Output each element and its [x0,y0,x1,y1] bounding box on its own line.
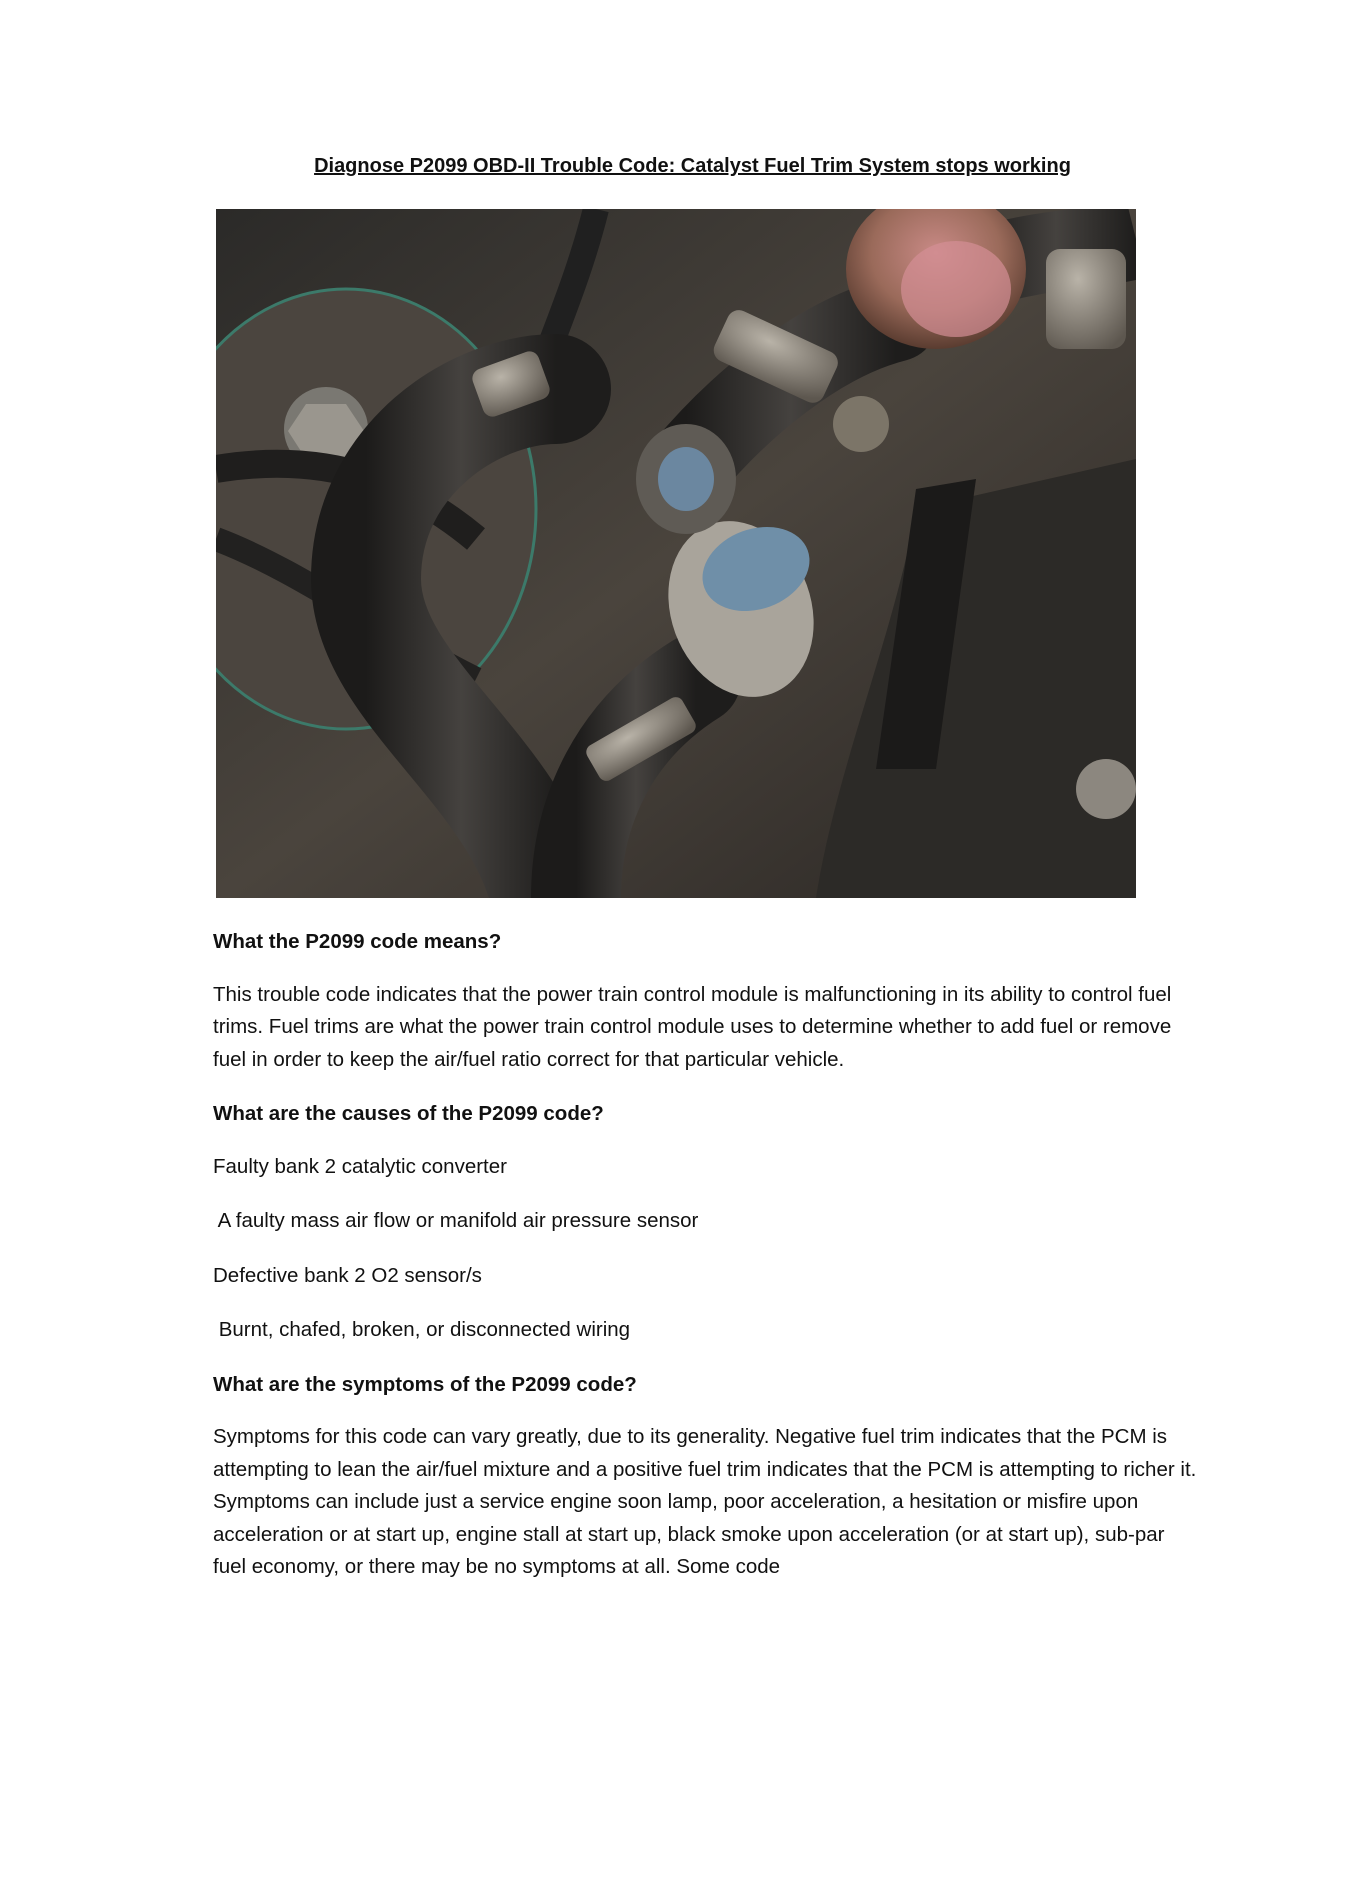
cause-item: Defective bank 2 O2 sensor/s [213,1263,482,1287]
cause-item: Faulty bank 2 catalytic converter [213,1154,507,1178]
document-title: Diagnose P2099 OBD-II Trouble Code: Catalyst Fuel Trim System stops working [314,155,1071,177]
symptoms-paragraph: Symptoms for this code can vary greatly, due to its generality. Negative fuel trim indicates that the PCM is attempting to lean the air/fuel mixture and a positive fuel trim indicates that the PCM is attempting to richer it. Symptoms can include just a service engine soon lamp, poor acceleration, a hesitation or misfire upon acceleration or at start up, engine stall at start up, black smoke upon acceleration (or at start up), sub-par fuel economy, or there may be no symptoms at all. Some code [213,1425,1197,1578]
cause-item: A faulty mass air flow or manifold air pressure sensor [213,1209,699,1232]
causes-heading: What are the causes of the P2099 code? [213,1102,604,1125]
engine-hose-photo [216,209,1136,898]
symptoms-heading: What are the symptoms of the P2099 code? [213,1372,637,1396]
meaning-heading: What the P2099 code means? [213,930,502,953]
cause-item: Burnt, chafed, broken, or disconnected wiring [213,1318,631,1341]
article-content [213,926,1198,1606]
meaning-paragraph: This trouble code indicates that the power train control module is malfunctioning in its ability to control fuel trims. Fuel trims are what the power train control module uses to determine whether to add fuel or remove fuel in order to keep the air/fuel ratio correct for that particular vehicle. [213,982,1172,1071]
